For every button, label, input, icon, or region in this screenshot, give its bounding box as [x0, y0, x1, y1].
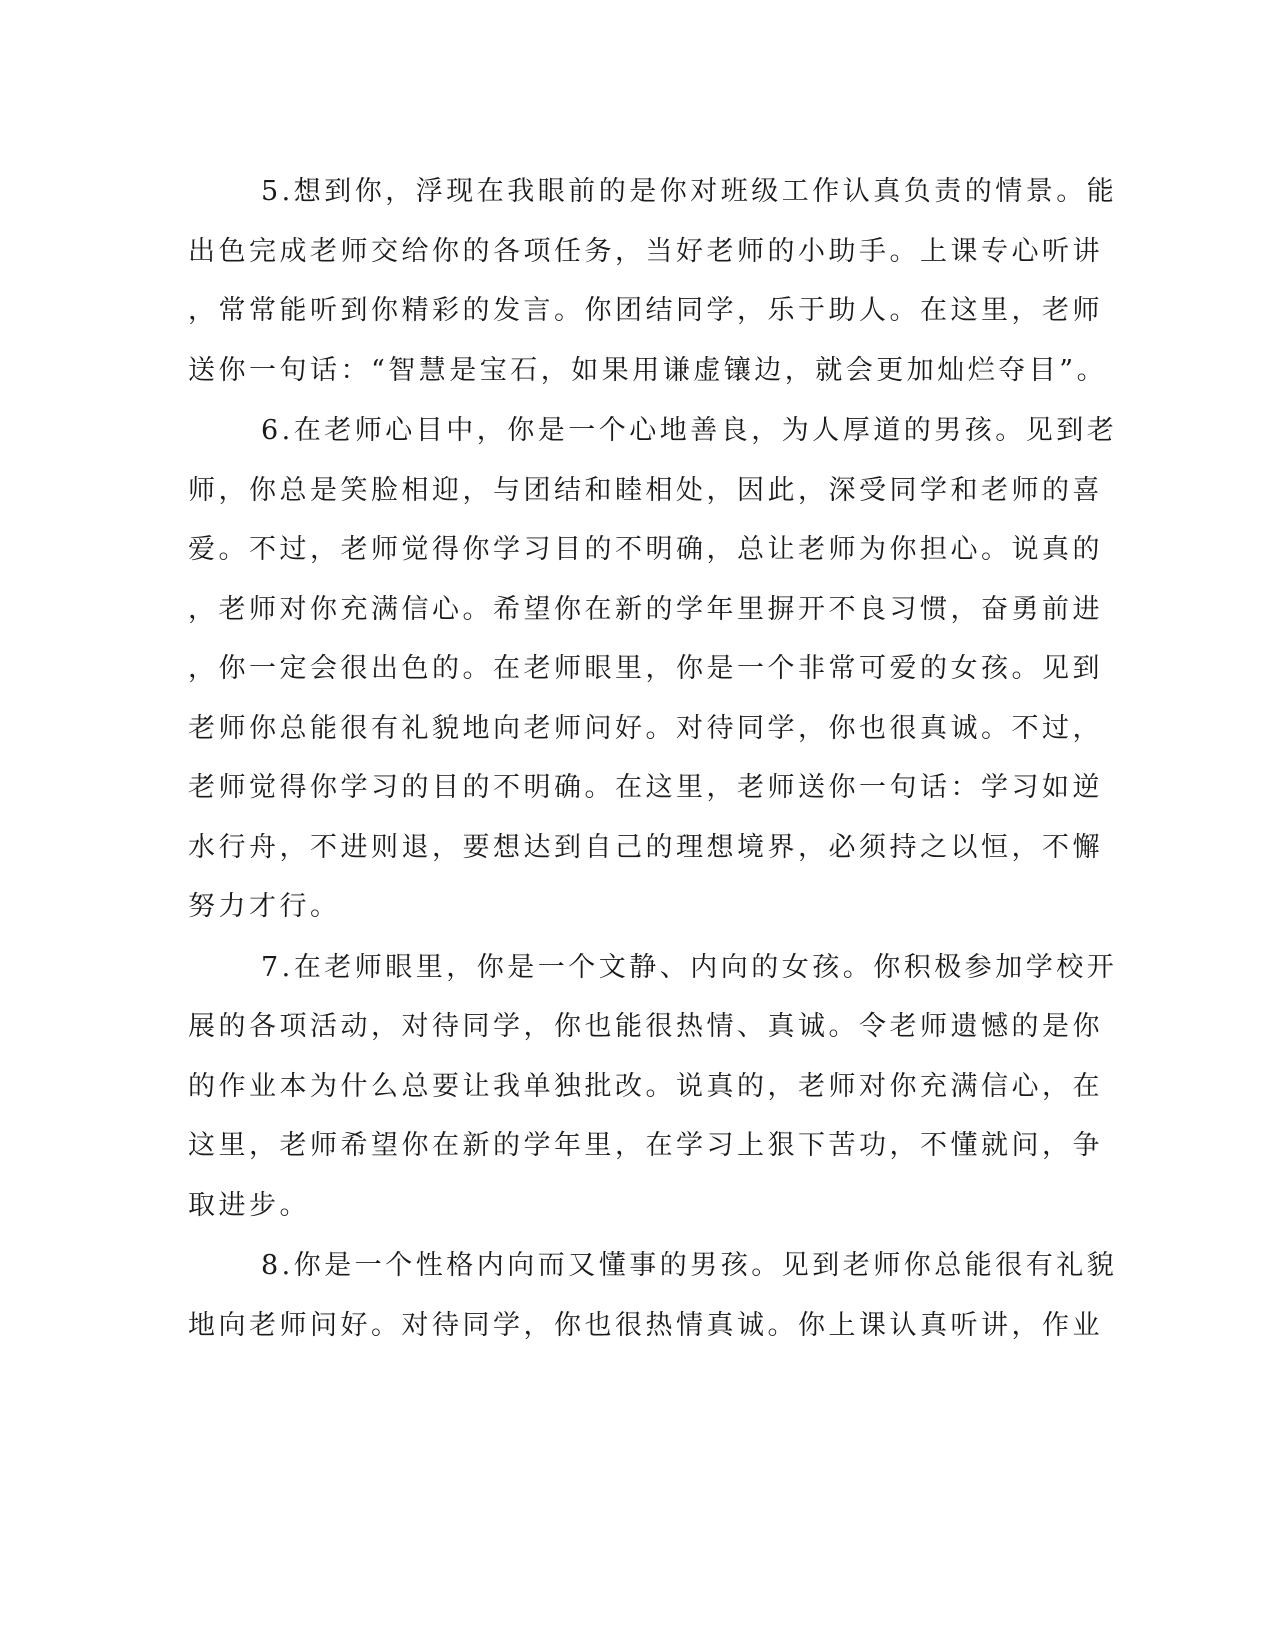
paragraph-line: 老师你总能很有礼貌地向老师问好。对待同学，你也很真诚。不过，	[188, 712, 1103, 744]
paragraph-line: 这里，老师希望你在新的学年里，在学习上狠下苦功，不懂就问，争	[188, 1130, 1103, 1161]
paragraph-line: 送你一句话：“智慧是宝石，如果用谦虚镶边，就会更加灿烂夺目”。	[188, 354, 1108, 386]
paragraph-line: 8.你是一个性格内向而又懂事的男孩。见到老师你总能很有礼貌	[261, 1250, 1118, 1281]
paragraph-line: 老师觉得你学习的目的不明确。在这里，老师送你一句话：学习如逆	[188, 772, 1103, 803]
paragraph-line: 师，你总是笑脸相迎，与团结和睦相处，因此，深受同学和老师的喜	[188, 474, 1103, 506]
paragraph-line: ，常常能听到你精彩的发言。你团结同学，乐于助人。在这里，老师	[188, 295, 1103, 326]
paragraph-line: 水行舟，不进则退，要想达到自己的理想境界，必须持之以恒，不懈	[188, 831, 1103, 863]
paragraph-line: 出色完成老师交给你的各项任务，当好老师的小助手。上课专心听讲	[188, 235, 1103, 267]
paragraph-line: 7.在老师眼里，你是一个文静、内向的女孩。你积极参加学校开	[261, 951, 1118, 983]
paragraph-line: 取进步。	[188, 1189, 310, 1221]
paragraph-line: 6.在老师心目中，你是一个心地善良，为人厚道的男孩。见到老	[261, 415, 1118, 446]
paragraph-line: 爱。不过，老师觉得你学习目的不明确，总让老师为你担心。说真的	[188, 534, 1103, 565]
paragraph-line: 努力才行。	[188, 891, 341, 922]
paragraph-line: 5.想到你，浮现在我眼前的是你对班级工作认真负责的情景。能	[261, 176, 1118, 207]
paragraph-7	[188, 938, 1118, 1236]
paragraph-line: 展的各项活动，对待同学，你也能很热情、真诚。令老师遗憾的是你	[188, 1011, 1103, 1042]
document-body	[188, 162, 1118, 1355]
paragraph-5	[188, 162, 1118, 400]
paragraph-line: 的作业本为什么总要让我单独批改。说真的，老师对你充满信心，在	[188, 1070, 1103, 1102]
paragraph-line: 地向老师问好。对待同学，你也很热情真诚。你上课认真听讲，作业	[188, 1309, 1103, 1341]
paragraph-line: ，你一定会很出色的。在老师眼里，你是一个非常可爱的女孩。见到	[188, 653, 1103, 684]
paragraph-6	[188, 401, 1118, 937]
paragraph-8	[188, 1236, 1118, 1355]
paragraph-line: ，老师对你充满信心。希望你在新的学年里摒开不良习惯，奋勇前进	[188, 593, 1103, 625]
